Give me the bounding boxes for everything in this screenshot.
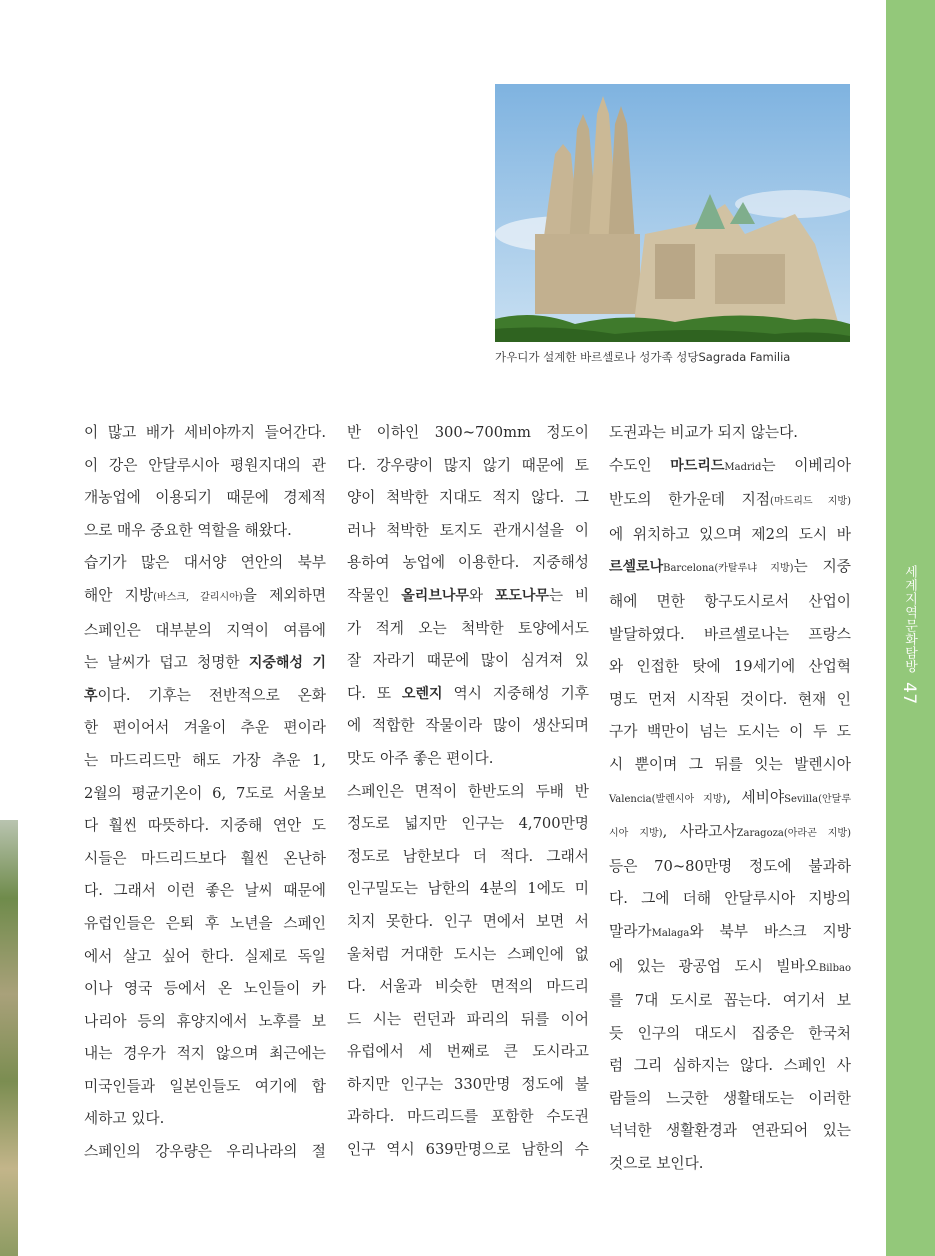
annotation: Malaga bbox=[651, 927, 690, 939]
text-line: 다. 서울과 비슷한 면적의 마드리 bbox=[347, 978, 589, 996]
annotation: (마드리드 지방) bbox=[770, 496, 851, 508]
text-line: 반 이하인 300~700mm 정도이 bbox=[347, 424, 589, 441]
text-line: 듯 인구의 대도시 집중은 한국처 bbox=[609, 1024, 851, 1042]
text-line: 습기가 많은 대서양 연안의 북부 bbox=[84, 554, 326, 572]
text-line: 맛도 아주 좋은 편이다. bbox=[347, 749, 494, 767]
text-line: 양이 척박한 지대도 적지 않다. 그 bbox=[347, 489, 589, 507]
text-run: , 사라고사 bbox=[662, 823, 737, 841]
text-line: 발달하였다. 바르셀로나는 프랑스 bbox=[609, 625, 851, 643]
text-run: 말라가 bbox=[609, 922, 652, 940]
text-run: 는 지중 bbox=[793, 558, 851, 576]
annotation: (발렌시아 지방) bbox=[651, 793, 727, 805]
text-line: 를 7대 도시로 꼽는다. 여기서 보 bbox=[609, 992, 851, 1010]
text-line: 이 강은 안달루시아 평원지대의 관 bbox=[84, 456, 326, 474]
text-line: 나리아 등의 휴양지에서 노후를 보 bbox=[84, 1012, 326, 1030]
text-line bbox=[609, 816, 851, 851]
text-line: 세하고 있다. bbox=[84, 1110, 165, 1128]
text-line: 다 훨씬 따뜻하다. 지중해 연안 도 bbox=[84, 817, 326, 835]
text-run: 역시 지중해성 기후 bbox=[442, 684, 589, 702]
text-line: 가 적게 오는 척박한 토양에서도 bbox=[347, 619, 589, 637]
text-line bbox=[609, 551, 851, 586]
text-line: 구가 백만이 넘는 도시는 이 두 도 bbox=[609, 723, 851, 741]
keyword: 오렌지 bbox=[402, 685, 443, 702]
text-line: 2월의 평균기온이 6, 7도로 서울보 bbox=[84, 784, 326, 802]
text-line: 미국인들과 일본인들도 여기에 합 bbox=[84, 1077, 326, 1095]
text-line: 내는 경우가 적지 않으며 최근에는 bbox=[84, 1045, 326, 1063]
text-line: 드 시는 런던과 파리의 뒤를 이어 bbox=[347, 1010, 589, 1028]
section-title: 세계지역문화탐방 bbox=[902, 565, 917, 673]
text-run: 는 비 bbox=[548, 586, 590, 604]
photo-caption: 가우디가 설계한 바르셀로나 성가족 성당Sagrada Familia bbox=[495, 350, 791, 364]
text-run: 다. 또 bbox=[347, 684, 402, 702]
text-line: 해에 면한 항구도시로서 산업이 bbox=[609, 592, 851, 610]
text-line bbox=[347, 678, 589, 711]
keyword: 르셀로나 bbox=[609, 559, 664, 576]
text-line: 과하다. 마드리드를 포함한 수도권 bbox=[347, 1108, 589, 1126]
text-line: 하지만 인구는 330만명 정도에 불 bbox=[347, 1075, 589, 1093]
text-line: 용하여 농업에 이용한다. 지중해성 bbox=[347, 554, 589, 572]
text-run: 작물인 bbox=[347, 586, 402, 604]
text-line: 인구밀도는 남한의 4분의 1에도 미 bbox=[347, 880, 589, 898]
text-run: 반도의 한가운데 지점 bbox=[609, 491, 771, 509]
annotation: Valencia bbox=[609, 793, 652, 805]
keyword: 올리브나무 bbox=[401, 587, 469, 604]
text-line: 다. 그에 더해 안달루시아 지방의 bbox=[609, 890, 851, 908]
text-line bbox=[609, 782, 851, 817]
text-line bbox=[609, 916, 851, 951]
text-line bbox=[84, 647, 326, 680]
text-line bbox=[609, 951, 851, 986]
text-line: 등은 70~80만명 정도에 불과하 bbox=[609, 857, 851, 875]
text-line: 이나 영국 등에서 온 노인들이 카 bbox=[84, 980, 326, 998]
text-line: 정도로 남한보다 더 적다. 그래서 bbox=[347, 847, 589, 865]
text-run: 는 이베리아 bbox=[761, 456, 851, 474]
text-line: 한 편이어서 겨울이 추운 편이라 bbox=[84, 719, 326, 737]
text-line: 러나 척박한 토지도 관개시설을 이 bbox=[347, 521, 589, 539]
text-run: 에 있는 광공업 도시 빌바오 bbox=[609, 957, 819, 975]
text-line: 치지 못한다. 인구 면에서 보면 서 bbox=[347, 912, 589, 930]
annotation: 시아 지방) bbox=[609, 828, 663, 840]
text-run: 와 bbox=[468, 586, 495, 604]
text-line: 도권과는 비교가 되지 않는다. bbox=[609, 424, 798, 441]
text-line: 에 위치하고 있으며 제2의 도시 바 bbox=[609, 525, 851, 543]
text-line: 다. 그래서 이런 좋은 날씨 때문에 bbox=[84, 882, 326, 900]
page-number: 47 bbox=[899, 681, 919, 705]
keyword: 지중해성 기 bbox=[248, 655, 326, 672]
text-line: 는 마드리드만 해도 가장 추운 1, bbox=[84, 751, 326, 769]
text-line: 럼 그리 심하지는 않다. 스페인 사 bbox=[609, 1057, 851, 1075]
text-line: 인구 역시 639만명으로 남한의 수 bbox=[347, 1141, 589, 1159]
text-run: , 세비야 bbox=[726, 788, 785, 806]
text-line: 시들은 마드리드보다 훨씬 온난하 bbox=[84, 849, 326, 867]
text-line: 울처럼 거대한 도시는 스페인에 없 bbox=[347, 945, 589, 963]
text-line: 넉넉한 생활환경과 연관되어 있는 bbox=[609, 1122, 851, 1140]
text-line bbox=[347, 580, 589, 613]
annotation: Barcelona bbox=[663, 563, 715, 575]
text-line: 람들의 느긋한 생활태도는 이러한 bbox=[609, 1089, 851, 1107]
text-line bbox=[84, 680, 326, 713]
annotation: Madrid bbox=[724, 461, 762, 473]
annotation: (카탈루냐 지방) bbox=[714, 563, 794, 575]
text-run: 이다. 기후는 전반적으로 온화 bbox=[97, 686, 326, 704]
annotation: (바스크, 갈리시아) bbox=[153, 591, 243, 603]
running-header bbox=[899, 565, 919, 704]
text-line: 유럽인들은 은퇴 후 노년을 스페인 bbox=[84, 914, 326, 932]
text-line: 이 많고 배가 세비야까지 들어간다. bbox=[84, 424, 326, 441]
text-run: 는 날씨가 덥고 청명한 bbox=[84, 654, 249, 672]
keyword: 포도나무 bbox=[494, 587, 549, 604]
text-line: 유럽에서 세 번째로 큰 도시라고 bbox=[347, 1043, 589, 1061]
text-line: 와 인접한 탓에 19세기에 산업혁 bbox=[609, 658, 851, 676]
text-line: 다. 강우량이 많지 않기 때문에 토 bbox=[347, 456, 589, 474]
annotation: (아라곤 지방) bbox=[783, 828, 851, 840]
keyword: 후 bbox=[84, 687, 98, 704]
text-line: 시 뿐이며 그 뒤를 잇는 발렌시아 bbox=[609, 755, 851, 773]
text-line bbox=[84, 580, 326, 615]
annotation: Bilbao bbox=[818, 962, 851, 974]
text-line bbox=[609, 450, 851, 485]
text-line: 것으로 보인다. bbox=[609, 1155, 704, 1173]
text-line: 개농업에 이용되기 때문에 경제적 bbox=[84, 489, 326, 507]
text-line: 에 적합한 작물이라 많이 생산되며 bbox=[347, 717, 589, 735]
text-line: 스페인은 대부분의 지역이 여름에 bbox=[84, 621, 326, 639]
text-column-1 bbox=[84, 417, 326, 1169]
text-run: 수도인 bbox=[609, 456, 671, 474]
text-run: 을 제외하면 bbox=[242, 586, 327, 604]
annotation: (안달루 bbox=[818, 793, 851, 805]
text-run: 와 북부 바스크 지방 bbox=[689, 922, 851, 940]
text-column-3 bbox=[609, 417, 851, 1181]
text-line: 명도 먼저 시작된 것이다. 현재 인 bbox=[609, 690, 851, 708]
adjacent-photo-edge bbox=[0, 820, 18, 1256]
text-line bbox=[609, 484, 851, 519]
text-line: 스페인은 면적이 한반도의 두배 반 bbox=[347, 782, 589, 800]
text-line: 스페인의 강우량은 우리나라의 절 bbox=[84, 1143, 326, 1161]
text-line: 잘 자라기 때문에 많이 심겨져 있 bbox=[347, 652, 589, 670]
text-line: 에서 살고 싶어 한다. 실제로 독일 bbox=[84, 947, 326, 965]
cathedral-photo bbox=[495, 84, 850, 342]
text-line: 정도로 넓지만 인구는 4,700만명 bbox=[347, 815, 589, 833]
annotation: Zaragoza bbox=[736, 828, 784, 840]
keyword: 마드리드 bbox=[670, 457, 725, 474]
text-run: 해안 지방 bbox=[84, 586, 154, 604]
text-column-2 bbox=[347, 417, 589, 1167]
text-line: 으로 매우 중요한 역할을 해왔다. bbox=[84, 521, 292, 539]
annotation: Sevilla bbox=[784, 793, 819, 805]
